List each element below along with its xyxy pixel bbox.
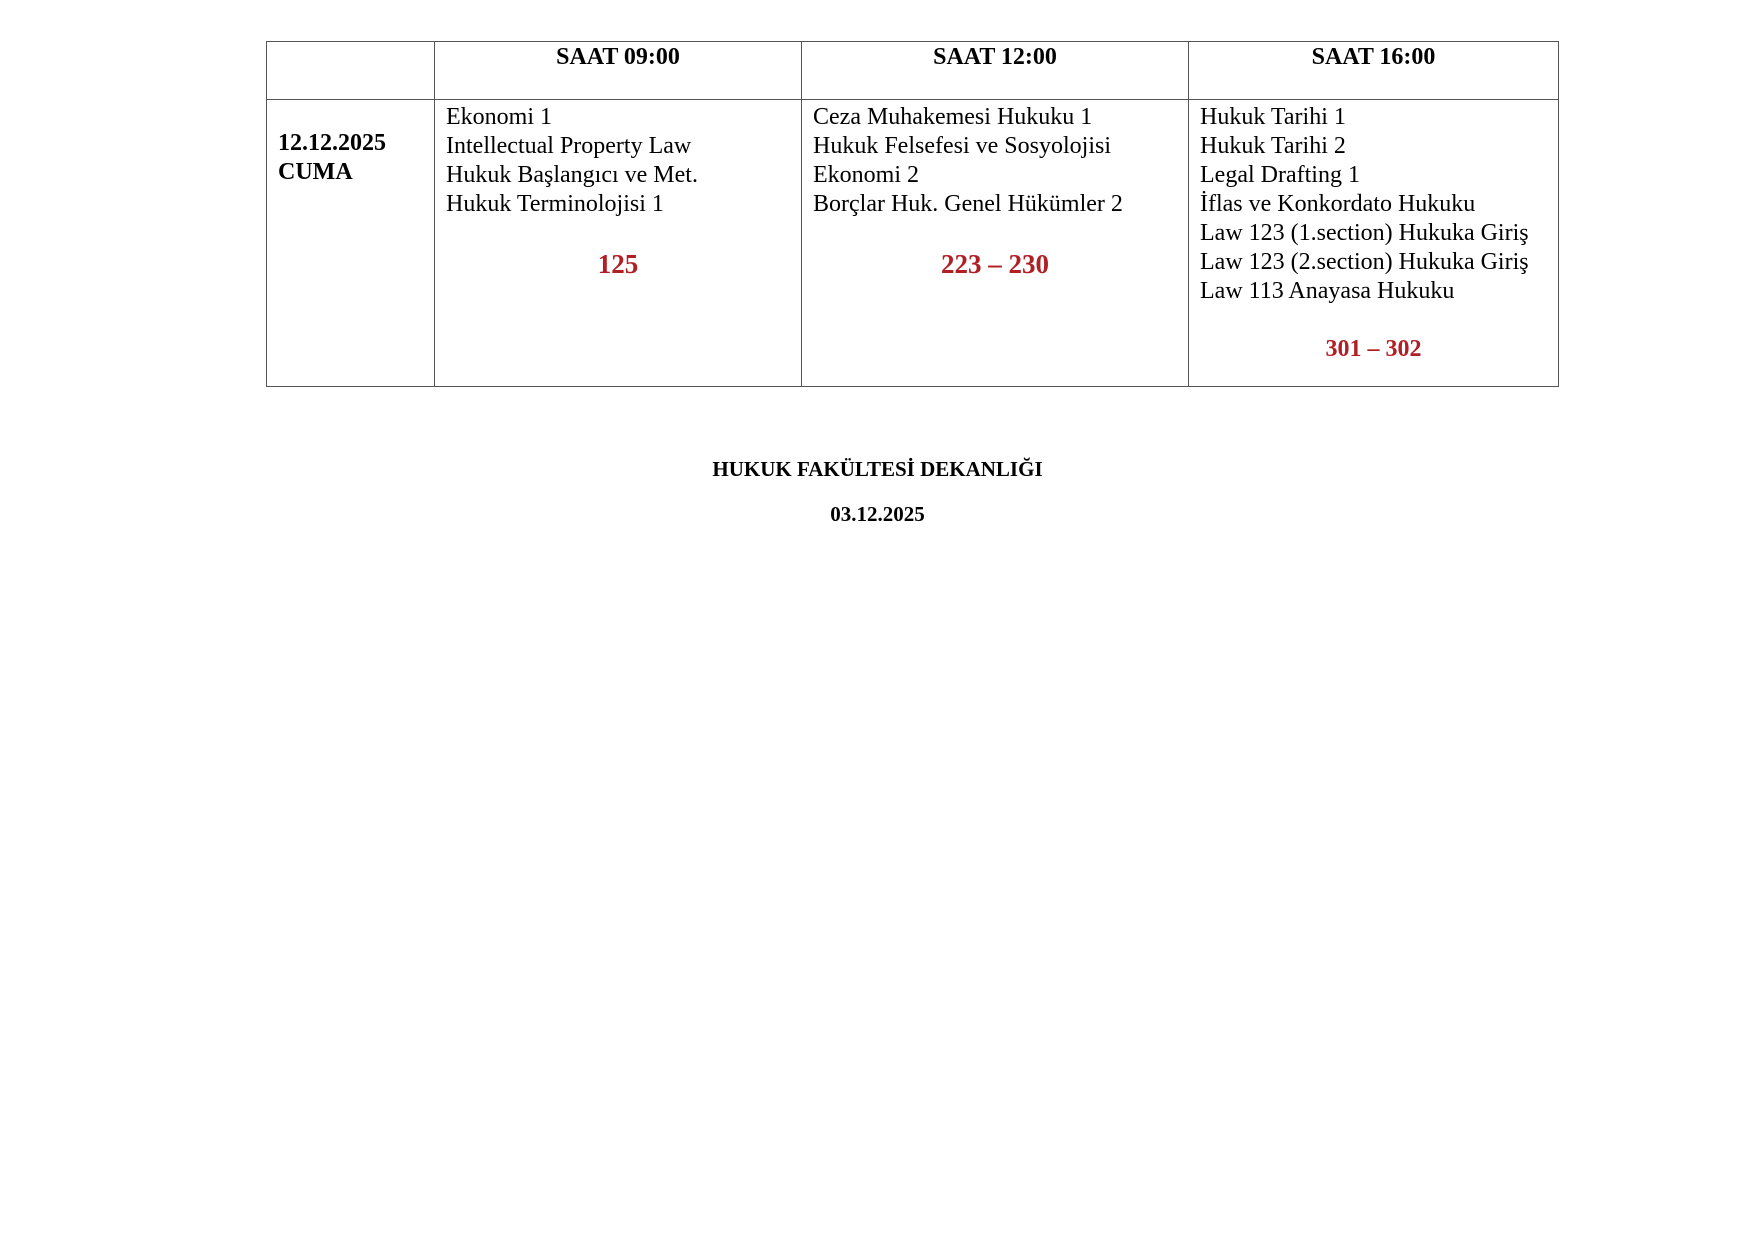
list-item: Hukuk Tarihi 1 — [1200, 104, 1346, 130]
course-list — [446, 103, 801, 219]
list-item: Ceza Muhakemesi Hukuku 1 — [813, 104, 1093, 130]
exam-day: CUMA — [278, 159, 353, 185]
room-numbers: 223 – 230 — [941, 249, 1049, 279]
list-item: Law 113 Anayasa Hukuku — [1200, 278, 1455, 304]
issuing-office: HUKUK FAKÜLTESİ DEKANLIĞI — [712, 457, 1043, 481]
room-numbers: 125 — [597, 249, 639, 279]
header-time-1200: SAAT 12:00 — [802, 42, 1189, 100]
date-cell — [267, 100, 435, 387]
room-numbers: 301 – 302 — [1325, 336, 1422, 362]
list-item: Law 123 (1.section) Hukuka Giriş — [1200, 220, 1529, 246]
list-item: Law 123 (2.section) Hukuka Giriş — [1200, 249, 1529, 275]
list-item: Ekonomi 1 — [446, 104, 552, 130]
course-list — [813, 103, 1188, 219]
exam-date: 12.12.2025 — [278, 130, 386, 156]
slot-0900-cell — [435, 100, 802, 387]
list-item: İflas ve Konkordato Hukuku — [1200, 191, 1476, 217]
list-item: Legal Drafting 1 — [1200, 162, 1360, 188]
list-item: Hukuk Terminolojisi 1 — [446, 191, 664, 217]
list-item: Hukuk Başlangıcı ve Met. — [446, 162, 698, 188]
list-item: Hukuk Tarihi 2 — [1200, 133, 1346, 159]
header-empty-cell — [267, 42, 435, 100]
list-item: Hukuk Felsefesi ve Sosyolojisi — [813, 133, 1111, 159]
course-list — [1200, 103, 1558, 306]
list-item: Borçlar Huk. Genel Hükümler 2 — [813, 191, 1123, 217]
issue-date: 03.12.2025 — [830, 502, 925, 526]
slot-1200-cell — [802, 100, 1189, 387]
list-item: Intellectual Property Law — [446, 133, 692, 159]
slot-1600-cell — [1189, 100, 1559, 387]
exam-schedule-table — [266, 41, 1559, 387]
header-time-0900: SAAT 09:00 — [435, 42, 802, 100]
header-time-1600: SAAT 16:00 — [1189, 42, 1559, 100]
header-row — [267, 42, 1559, 100]
table-row — [267, 100, 1559, 387]
list-item: Ekonomi 2 — [813, 162, 919, 188]
